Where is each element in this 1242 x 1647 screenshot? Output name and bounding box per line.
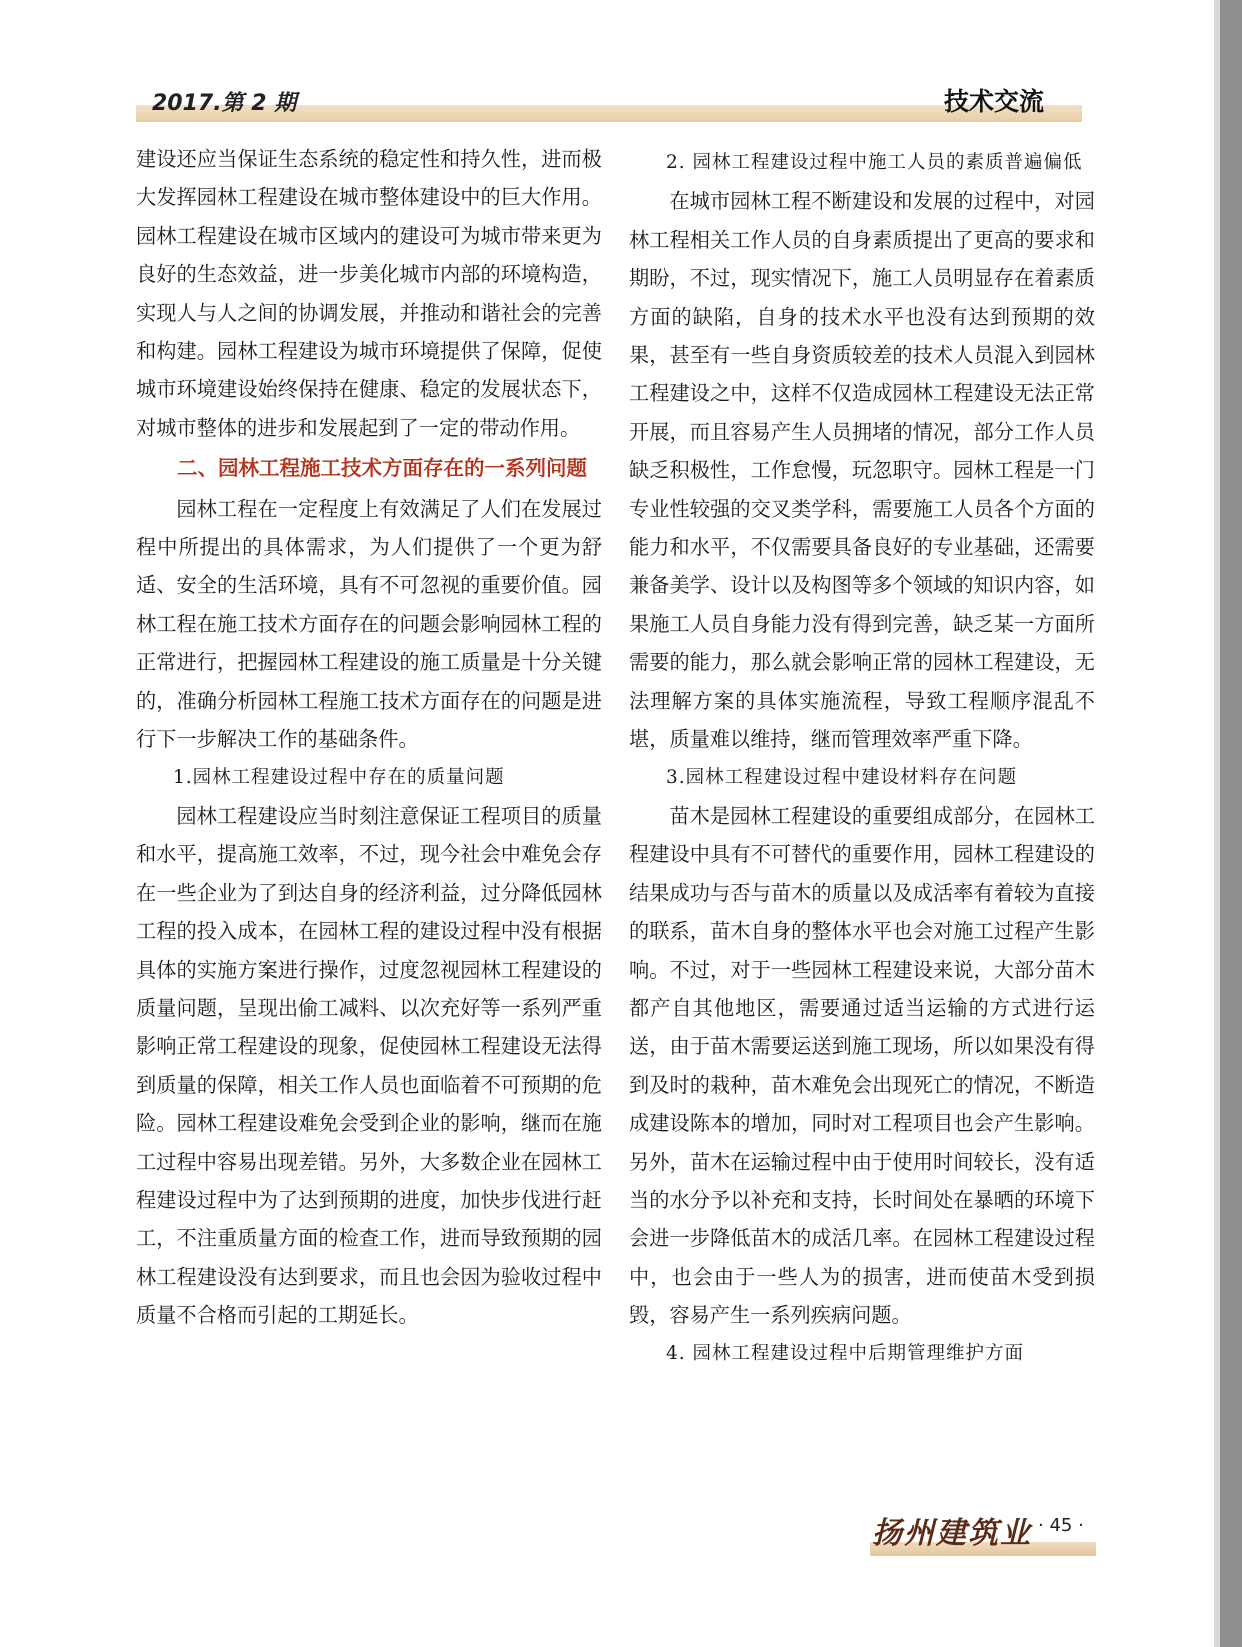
left-column xyxy=(136,140,602,1335)
subheading: 2. 园林工程建设过程中施工人员的素质普遍偏低 xyxy=(666,152,1083,173)
subheading: 4. 园林工程建设过程中后期管理维护方面 xyxy=(666,1342,1025,1364)
issue-label: 2017.第 2 期 xyxy=(152,91,297,116)
paragraph: 园林工程建设应当时刻注意保证工程项目的质量和水平，提高施工效率，不过，现今社会中难免会存在一些企业为了到达自身的经济利益，过分降低园林工程的投入成本，在园林工程的建设过程中没有根据具体的实施方案进行操作，过度忽视园林工程建设的质量问题，呈现出偷工减料、以次充好等一系列严重影响正常工程建设的现象，促使园林工程建设无法得到质量的保障，相关工作人员也面临着不可预期的危险。园林工程建设难免会受到企业的影响，继而在施工过程中容易出现差错。另外，大多数企业在园林工程建设过程中为了达到预期的进度，加快步伐进行赶工，不注重质量方面的检查工作，进而导致预期的园林工程建设没有达到要求，而且也会因为验收过程中质量不合格而引起的工期延长。 xyxy=(136,803,602,1328)
paragraph: 苗木是园林工程建设的重要组成部分，在园林工程建设中具有不可替代的重要作用，园林工程建设的结果成功与否与苗木的质量以及成活率有着较为直接的联系，苗木自身的整体水平也会对施工过程产生影响。不过，对于一些园林工程建设来说，大部分苗木都产自其他地区，需要通过适当运输的方式进行运送，由于苗木需要运送到施工现场，所以如果没有得到及时的栽种，苗木难免会出现死亡的情况，不断造成建设陈本的增加，同时对工程项目也会产生影响。另外，苗木在运输过程中由于使用时间较长，没有适当的水分予以补充和支持，长时间处在暴晒的环境下会进一步降低苗木的成活几率。在园林工程建设过程中，也会由于一些人为的损害，进而使苗木受到损毁，容易产生一系列疾病问题。 xyxy=(629,803,1095,1328)
subheading: 3.园林工程建设过程中建设材料存在问题 xyxy=(666,766,1018,788)
paragraph-continued: 建设还应当保证生态系统的稳定性和持久性，进而极大发挥园林工程建设在城市整体建设中的巨大作用。园林工程建设在城市区域内的建设可为城市带来更为良好的生态效益，进一步美化城市内部的环境构造，实现人与人之间的协调发展，并推动和谐社会的完善和构建。园林工程建设为城市环境提供了保障，促使城市环境建设始终保持在健康、稳定的发展状态下，对城市整体的进步和发展起到了一定的带动作用。 xyxy=(136,147,602,440)
subheading: 1.园林工程建设过程中存在的质量问题 xyxy=(173,766,505,788)
page-number: · 45 · xyxy=(1038,1515,1084,1536)
section-label: 技术交流 xyxy=(943,87,1044,116)
paragraph: 在城市园林工程不断建设和发展的过程中，对园林工程相关工作人员的自身素质提出了更高的要求和期盼，不过，现实情况下，施工人员明显存在着素质方面的缺陷，自身的技术水平也没有达到预期的效果，甚至有一些自身资质较差的技术人员混入到园林工程建设之中，这样不仅造成园林工程建设无法正常开展，而且容易产生人员拥堵的情况，部分工作人员缺乏积极性，工作怠慢，玩忽职守。园林工程是一门专业性较强的交叉类学科，需要施工人员各个方面的能力和水平，不仅需要具备良好的专业基础，还需要兼备美学、设计以及构图等多个领域的知识内容，如果施工人员自身能力没有得到完善，缺乏某一方面所需要的能力，那么就会影响正常的园林工程建设，无法理解方案的具体实施流程，导致工程顺序混乱不堪，质量难以维持，继而管理效率严重下降。 xyxy=(629,189,1095,752)
right-column xyxy=(629,144,1095,1373)
journal-logo: 扬州建筑业 xyxy=(872,1516,1032,1551)
paragraph: 园林工程在一定程度上有效满足了人们在发展过程中所提出的具体需求，为人们提供了一个更为舒适、安全的生活环境，具有不可忽视的重要价值。园林工程在施工技术方面存在的问题会影响园林工程的正常进行，把握园林工程建设的施工质量是十分关键的，准确分析园林工程施工技术方面存在的问题是进行下一步解决工作的基础条件。 xyxy=(136,496,602,752)
section-heading: 二、园林工程施工技术方面存在的一系列问题 xyxy=(177,456,587,481)
page-edge xyxy=(1214,0,1220,1647)
